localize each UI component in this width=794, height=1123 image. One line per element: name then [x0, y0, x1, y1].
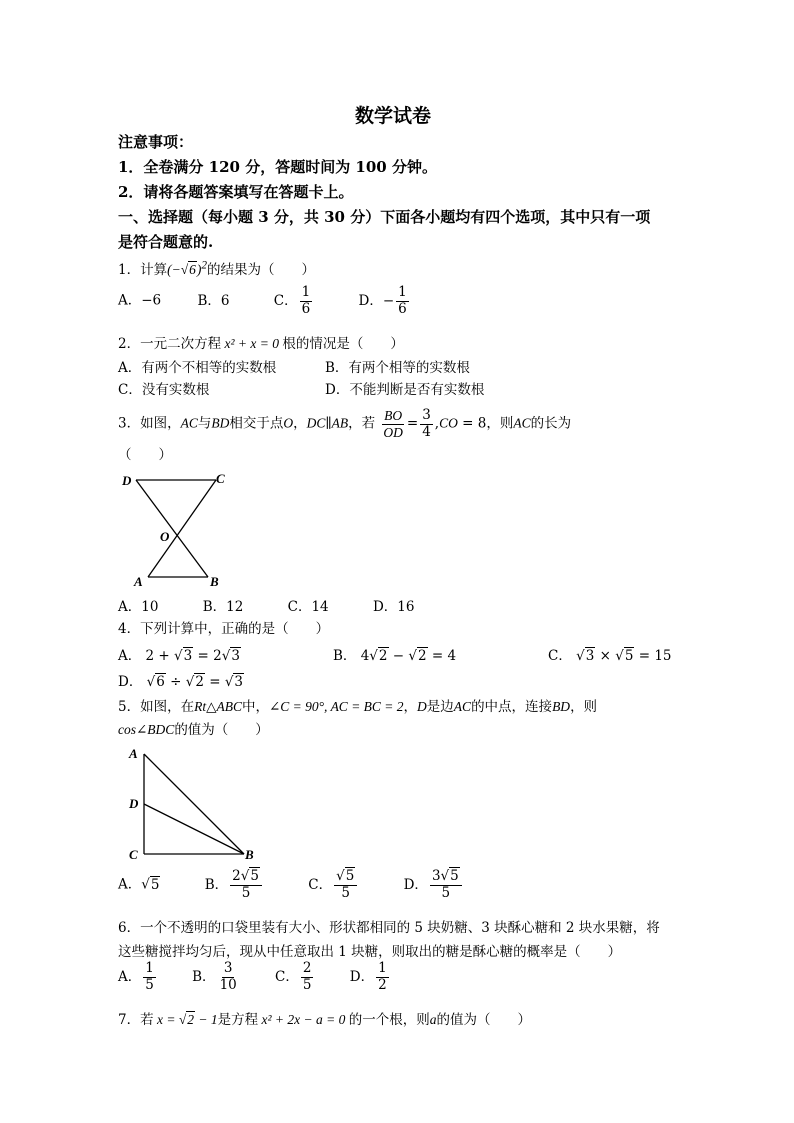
q4-option-d: D． √6 ÷ √2 = √3 — [118, 674, 244, 690]
q5-figure — [120, 740, 270, 868]
q3-stem-pre: 3．如图， — [118, 415, 181, 432]
page-title: 数学试卷 — [355, 105, 432, 127]
q4-option-a: A． 2 + √3 = 2√3 — [118, 648, 240, 664]
q5-label-c: C — [129, 847, 138, 862]
q2-equation: x² + x = 0 — [221, 336, 283, 351]
q2-option-c: C．没有实数根 — [118, 382, 210, 398]
q1-expr: $(-√6)^2$ — [167, 259, 207, 277]
q5-label-d: D — [129, 796, 139, 811]
q3-option-a: A．10 — [118, 599, 159, 615]
q6-option-b: B． $\frac{3}{10}$ — [192, 960, 237, 993]
q6-options — [118, 962, 391, 992]
q3-ratio: $\frac{BO}{OD}$ — [383, 408, 403, 440]
question-6: 6．一个不透明的口袋里装有大小、形状都相同的 5 块奶糖、3 块酥心糖和 2 块水果糖，将 — [118, 920, 660, 936]
q5-option-c: C． $\frac{√5}{5}$ — [308, 877, 359, 893]
q5-option-a: A．√5 — [118, 876, 160, 893]
q2-option-d: D．不能判断是否有实数根 — [325, 382, 485, 398]
q6-option-a: A． $\frac{1}{5}$ — [118, 960, 154, 993]
question-5-cont: cos∠BDC的值为（ ） — [118, 722, 269, 738]
q5-option-d: D． $\frac{3√5}{5}$ — [404, 877, 464, 893]
q3-options — [118, 595, 414, 615]
q6-option-d: D． $\frac{1}{2}$ — [349, 960, 387, 993]
q3-figure — [116, 466, 236, 592]
question-3: 3．如图，AC与BD相交于点O，DC∥AB，若 $\frac{BO}{OD}$ = $\frac{3}{4}$ ,CO = 8，则AC的长为 — [118, 407, 572, 440]
q3-option-d: D．16 — [372, 599, 415, 615]
question-1 — [118, 258, 315, 278]
q2-option-b: B．有两个相等的实数根 — [325, 360, 470, 376]
q3-label-d: D — [122, 473, 132, 488]
q5-options — [118, 870, 464, 900]
q1-option-d: D．− $\frac{1}{6}$ — [358, 284, 407, 317]
q1-option-c: C． $\frac{1}{6}$ — [273, 284, 311, 317]
q1-option-a: A．−6 — [118, 292, 162, 309]
question-4: 4．下列计算中，正确的是（ ） — [118, 621, 330, 637]
q3-option-c: C．14 — [287, 599, 329, 615]
q4-option-b: B． 4√2 − √2 = 4 — [333, 648, 457, 664]
note-1: 1．全卷满分 120 分，答题时间为 100 分钟。 — [118, 158, 437, 176]
question-2 — [118, 332, 404, 352]
section-heading: 一、选择题（每小题 3 分，共 30 分）下面各小题均有四个选项，其中只有一项 — [118, 208, 651, 226]
q1-options — [118, 286, 411, 316]
q6-option-c: C． $\frac{2}{5}$ — [275, 960, 312, 993]
q3-option-b: B．12 — [202, 599, 244, 615]
q4-option-c: C． √3 × √5 = 15 — [548, 648, 672, 664]
q3-label-c: C — [216, 471, 225, 486]
section-heading-cont: 是符合题意的. — [118, 233, 214, 251]
q1-stem-pre: 1．计算 — [118, 262, 168, 278]
q3-paren: （ ） — [118, 447, 172, 463]
question-7: 7．若 x = √2 − 1是方程 x² + 2x − a = 0 的一个根，则a的值为（ ） — [118, 1012, 531, 1028]
q3-label-b: B — [210, 574, 219, 589]
q2-option-a: A．有两个不相等的实数根 — [118, 360, 277, 376]
q3-label-a: A — [134, 574, 143, 589]
q1-stem-post: 的结果为（ ） — [206, 262, 315, 278]
q5-option-b: B． $\frac{2√5}{5}$ — [205, 877, 264, 893]
q2-stem-post: 根的情况是（ ） — [282, 336, 404, 352]
q5-label-a: A — [129, 746, 138, 761]
q2-stem-pre: 2．一元二次方程 — [118, 336, 222, 352]
q1-option-b: B．6 — [197, 292, 230, 309]
question-5: 5．如图，在Rt△ABC中，∠C = 90°, AC = BC = 2，D是边AC的中点，连接BD，则 — [118, 699, 598, 715]
note-2: 2．请将各题答案填写在答题卡上。 — [118, 183, 354, 201]
notes-heading: 注意事项： — [118, 133, 194, 151]
question-6-cont: 这些糖搅拌均匀后，现从中任意取出 1 块糖，则取出的糖是酥心糖的概率是（ ） — [118, 944, 622, 960]
q3-label-o: O — [160, 529, 170, 544]
q5-label-b: B — [245, 847, 254, 862]
